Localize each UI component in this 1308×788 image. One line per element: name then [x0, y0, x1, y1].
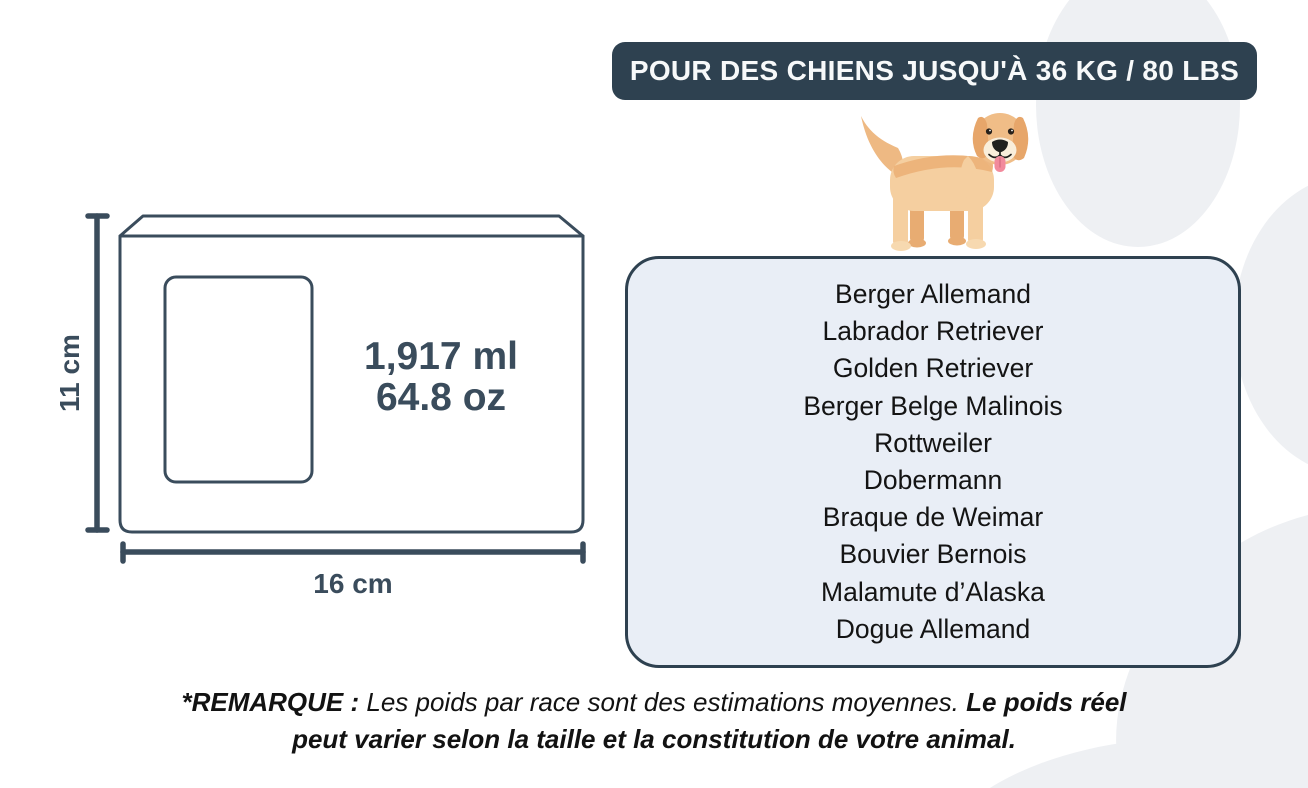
list-item: Berger Allemand [835, 278, 1031, 309]
list-item: Bouvier Bernois [839, 539, 1027, 570]
volume-label [286, 336, 596, 418]
list-item: Berger Belge Malinois [803, 390, 1063, 421]
width-dimension-label: 16 cm [313, 568, 393, 599]
list-item: Braque de Weimar [822, 502, 1044, 533]
size-banner [612, 42, 1257, 100]
remark-normal-text: Les poids par race sont des estimations moyennes. [359, 687, 967, 717]
volume-ml: 1,917 ml [364, 335, 518, 378]
golden-retriever-icon [850, 104, 1036, 256]
height-dimension-label: 11 cm [54, 334, 85, 412]
dog-eye-left [986, 128, 992, 134]
list-item: Dobermann [863, 465, 1003, 495]
container-top-face [120, 216, 583, 236]
width-dimension-line [123, 544, 583, 561]
size-banner-label: POUR DES CHIENS JUSQU'À 36 KG / 80 LBS [629, 55, 1240, 86]
height-dimension-line [88, 216, 107, 530]
remark-bold-text: Le poids réel peut varier selon la taille et la constitution de votre animal. [292, 687, 1127, 754]
dog-eye-right [1008, 128, 1014, 134]
list-item: Dogue Allemand [835, 613, 1031, 644]
remark-note [154, 684, 1154, 758]
list-item: Labrador Retriever [822, 316, 1044, 347]
volume-oz: 64.8 oz [375, 376, 507, 419]
remark-prefix: *REMARQUE : [181, 687, 360, 717]
list-item: Malamute d’Alaska [821, 576, 1045, 607]
list-item: Rottweiler [874, 427, 992, 458]
list-item: Golden Retriever [832, 353, 1034, 384]
breed-list-box [625, 256, 1241, 668]
